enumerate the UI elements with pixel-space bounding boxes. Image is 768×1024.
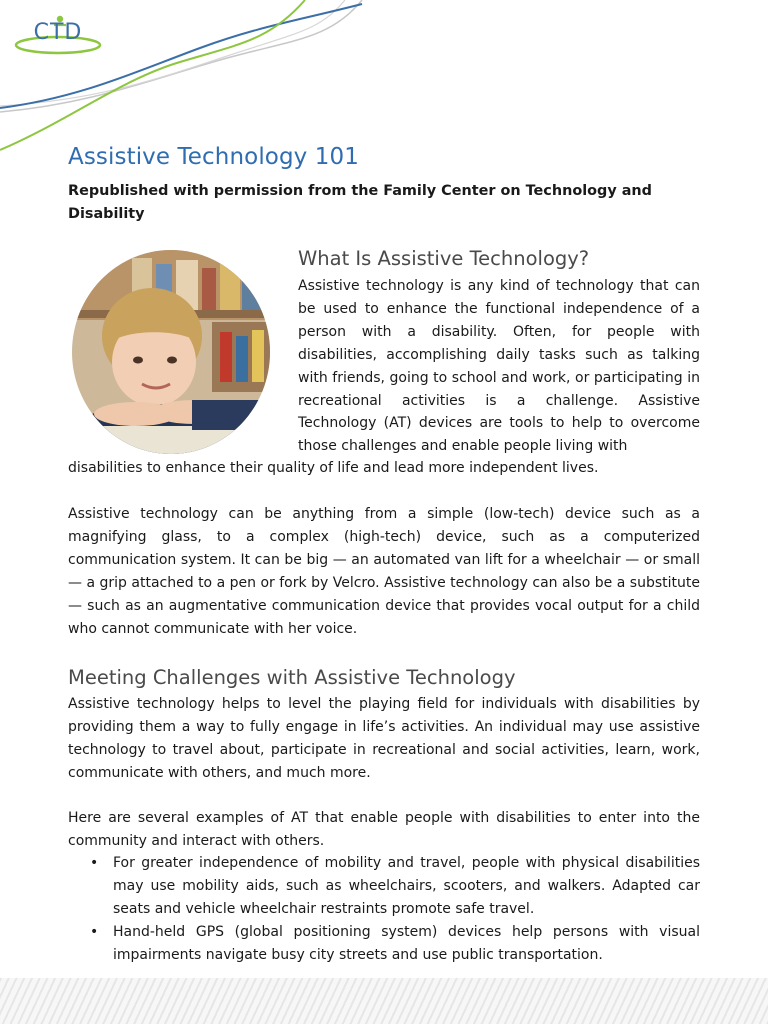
child-photo: [72, 250, 270, 454]
what-is-at-paragraph-wrapped: Assistive technology is any kind of technology that can be used to enhance the functional independence of a person with a disability. Often, for people with disabilities, accomplishing daily tasks such as talking with friends, going to school and work, or participating in recreational activities is a challenge. Assistive Technology (AT) devices are tools to help to overcome those challenges and enable people living with: [298, 278, 700, 455]
logo-text: CTD: [33, 20, 83, 45]
bullet-text: Hand-held GPS (global positioning system) devices help persons with visual impairments navigate busy city streets and use public transportation.: [113, 923, 700, 963]
child-photo-illustration: [72, 250, 270, 454]
bullet-text: For greater independence of mobility and travel, people with physical disabilities may use mobility aids, such as wheelchairs, scooters, and walkers. Adapted car seats and vehicle wheelchair restraints promote safe travel.: [113, 855, 700, 917]
footer-hatched-band: [0, 978, 768, 1024]
document-subtitle: Republished with permission from the Family Center on Technology and Disability: [68, 183, 652, 222]
document-title: Assistive Technology 101: [68, 144, 360, 170]
bullet-icon: •: [90, 923, 99, 940]
at-can-be-anything-paragraph: Assistive technology can be anything from a simple (low-tech) device such as a magnifying glass, to a complex (high-tech) device, such as a computerized communication system. It can be big — an automated van lift for a wheelchair — or small — a grip attached to a pen or fork by Velcro. Assistive technology can also be a substitute — such as an augmentative communication device that provides vocal output for a child who cannot communicate with her voice.: [68, 506, 700, 637]
bullet-icon: •: [90, 855, 99, 871]
what-is-at-paragraph-continued: disabilities to enhance their quality of life and lead more independent lives.: [68, 460, 599, 476]
list-item: [68, 921, 700, 967]
examples-bullet-list: [68, 852, 700, 967]
level-playing-field-paragraph: Assistive technology helps to level the playing field for individuals with disabilities by providing them a way to fully engage in life’s activities. An individual may use assistive technology to travel about, participate in recreational and social activities, learn, work, communicate with others, and much more.: [68, 696, 700, 781]
list-item: [68, 852, 700, 921]
examples-intro-paragraph: Here are several examples of AT that enable people with disabilities to enter into the community and interact with others.: [68, 810, 700, 849]
section-heading-what-is-at: What Is Assistive Technology?: [298, 247, 590, 270]
section-heading-meeting-challenges: Meeting Challenges with Assistive Technology: [68, 666, 516, 689]
